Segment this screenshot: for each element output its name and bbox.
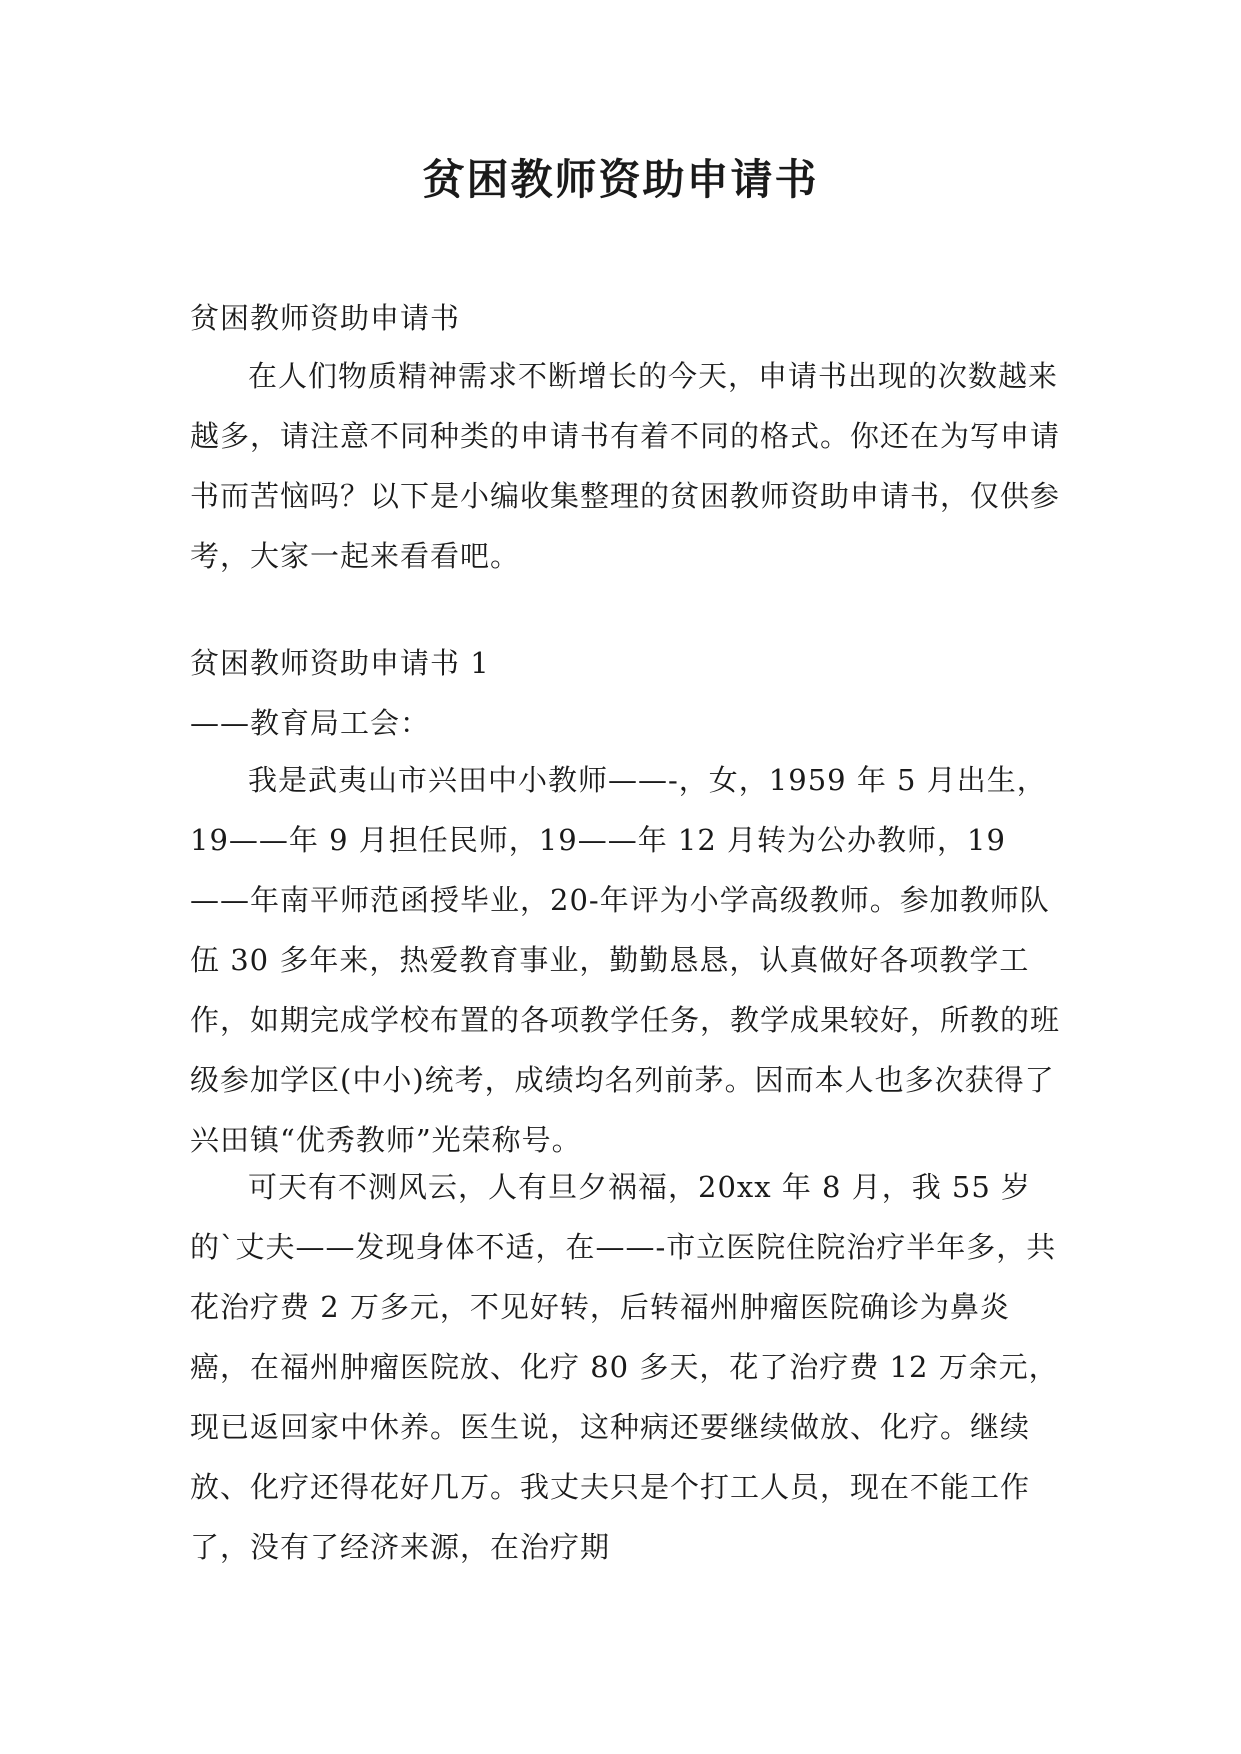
body-paragraph-2: 可天有不测风云，人有旦夕祸福，20xx 年 8 月，我 55 岁的`丈夫——发现身体不适，在——-市立医院住院治疗半年多，共花治疗费 2 万多元，不见好转，后转福州肿瘤医院确诊为鼻炎癌，在福州肿瘤医院放、化疗 80 多天，花了治疗费 12 万余元，现已返回家中休养。医生说，这种病还要继续做放、化疗。继续放、化疗还得花好几万。我丈夫只是个打工人员，现在不能工作了，没有了经济来源，在治疗期 [190,1170,1059,1564]
document-title: 贫困教师资助申请书 [422,155,819,204]
document-subtitle: 贫困教师资助申请书 [190,301,461,335]
body-paragraph-1: 我是武夷山市兴田中小教师——-，女，1959 年 5 月出生，19——年 9 月担任民师，19——年 12 月转为公办教师，19——年南平师范函授毕业，20-年评为小学高级教师。参加教师队伍 30 多年来，热爱教育事业，勤勤恳恳，认真做好各项教学工作，如期完成学校布置的各项教学任务，教学成果较好，所教的班级参加学区(中小)统考，成绩均名列前茅。因而本人也多次获得了兴田镇“优秀教师”光荣称号。 [190,763,1061,1157]
salutation: ——教育局工会： [190,706,431,740]
intro-paragraph: 在人们物质精神需求不断增长的今天，申请书出现的次数越来越多，请注意不同种类的申请书有着不同的格式。你还在为写申请书而苦恼吗？以下是小编收集整理的贫困教师资助申请书，仅供参考，大家一起来看看吧。 [190,359,1061,573]
section-heading: 贫困教师资助申请书 1 [190,646,490,680]
